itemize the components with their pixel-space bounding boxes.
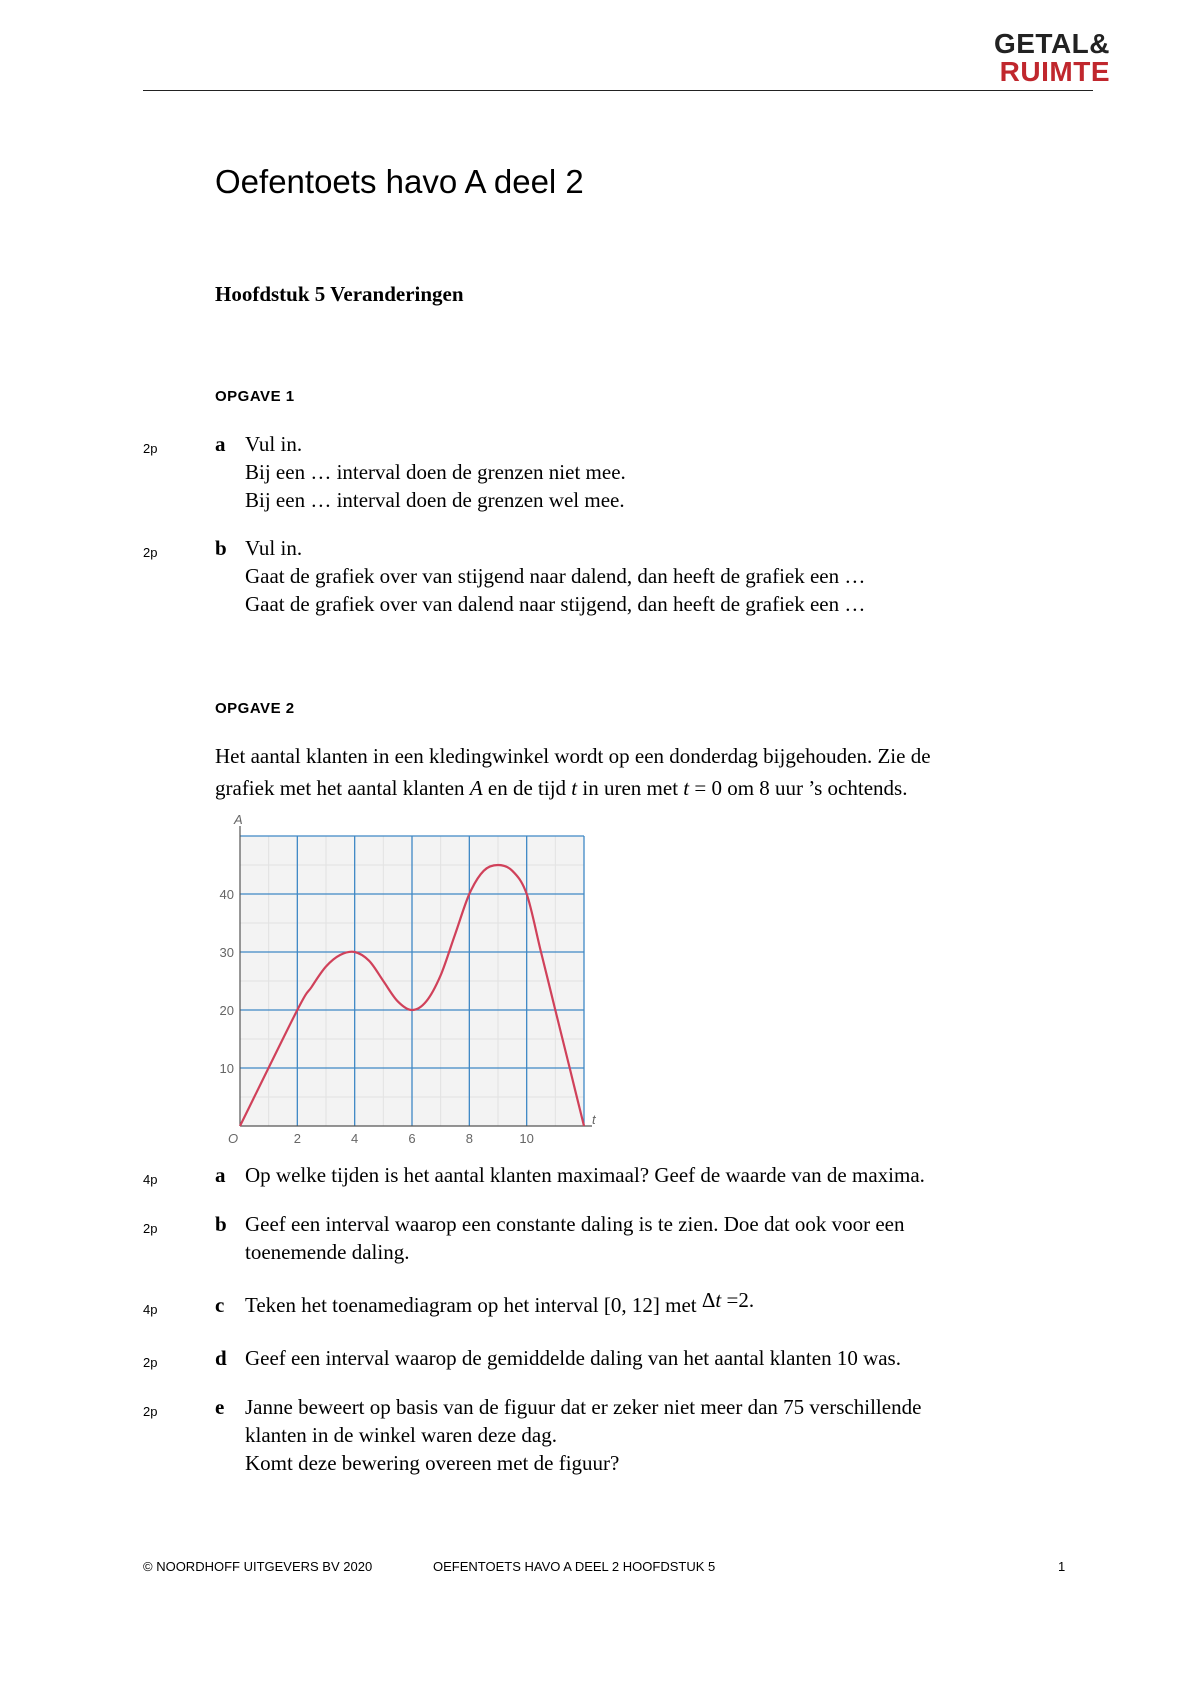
question-points: 2p (143, 1221, 158, 1236)
page-title: Oefentoets havo A deel 2 (215, 163, 584, 200)
question-2c-text (245, 1288, 755, 1319)
header-rule (143, 90, 1093, 91)
question-line: Janne beweert op basis van de figuur dat er zeker niet meer dan 75 verschillende (245, 1395, 922, 1419)
intro-line: Het aantal klanten in een kledingwinkel wordt op een donderdag bijgehouden. Zie de (215, 744, 931, 768)
question-letter: d (215, 1346, 227, 1370)
y-axis-label: A (234, 812, 243, 827)
question-line: Komt deze bewering overeen met de figuur? (245, 1451, 620, 1475)
chapter-heading: Hoofdstuk 5 Veranderingen (215, 282, 464, 306)
question-line: Bij een … interval doen de grenzen niet mee. (245, 460, 626, 484)
intro-text: en de tijd (482, 776, 572, 800)
question-letter: c (215, 1293, 225, 1317)
question-points: 2p (143, 1404, 158, 1419)
variable-t: t (571, 776, 578, 800)
question-1a-text (245, 430, 626, 514)
question-letter: a (215, 432, 226, 456)
question-line: Gaat de grafiek over van dalend naar stijgend, dan heeft de grafiek een … (245, 592, 866, 616)
footer-copyright: © NOORDHOFF UITGEVERS BV 2020 (143, 1559, 373, 1574)
intro-line (215, 772, 931, 804)
customer-count-graph (206, 812, 606, 1157)
question-points: 4p (143, 1172, 158, 1187)
y-tick-label: 40 (219, 887, 234, 902)
question-letter: a (215, 1163, 226, 1187)
question-2a-text (245, 1161, 925, 1189)
x-tick-label: 8 (465, 1131, 473, 1146)
question-letter: e (215, 1395, 225, 1419)
intro-text: = 0 om 8 uur ’s ochtends. (689, 776, 908, 800)
question-line (245, 1288, 755, 1319)
chart-svg (206, 812, 606, 1152)
x-tick-label: 6 (408, 1131, 416, 1146)
logo-line-2: RUIMTE (999, 56, 1110, 87)
footer-page-number: 1 (1058, 1559, 1066, 1574)
getal-ruimte-logo (910, 30, 1110, 86)
question-2d-text (245, 1344, 901, 1372)
question-line: Bij een … interval doen de grenzen wel mee. (245, 488, 625, 512)
x-tick-label: 2 (293, 1131, 301, 1146)
variable-t: t (683, 776, 690, 800)
variable-A: A (469, 776, 483, 800)
intro-text: grafiek met het aantal klanten (215, 776, 470, 800)
question-line: Vul in. (245, 432, 303, 456)
opgave-2-intro (215, 740, 931, 804)
question-text: Teken het toenamediagram op het interval [0, 12] met (245, 1293, 702, 1317)
question-2b-text (245, 1210, 904, 1266)
question-line: Geef een interval waarop een constante daling is te zien. Doe dat ook voor een (245, 1212, 905, 1236)
footer-document-title: OEFENTOETS HAVO A DEEL 2 HOOFDSTUK 5 (433, 1559, 716, 1574)
formula-variable: t (715, 1288, 722, 1312)
question-points: 2p (143, 545, 158, 560)
question-points: 2p (143, 441, 158, 456)
question-line: klanten in de winkel waren deze dag. (245, 1423, 557, 1447)
opgave-2-heading: OPGAVE 2 (215, 700, 295, 717)
opgave-1-heading: OPGAVE 1 (215, 388, 295, 405)
question-1b-text (245, 534, 865, 618)
intro-text: in uren met (577, 776, 684, 800)
formula-rest: =2. (721, 1288, 755, 1312)
x-tick-label: 10 (519, 1131, 534, 1146)
x-axis-label: t (592, 1112, 596, 1127)
y-tick-label: 30 (219, 945, 234, 960)
question-points: 4p (143, 1302, 158, 1317)
question-line: Vul in. (245, 536, 303, 560)
logo-line-1: GETAL& (993, 28, 1110, 59)
x-tick-label: 4 (351, 1131, 359, 1146)
question-points: 2p (143, 1355, 158, 1370)
question-line: Op welke tijden is het aantal klanten maximaal? Geef de waarde van de maxima. (245, 1163, 925, 1187)
question-line: Gaat de grafiek over van stijgend naar dalend, dan heeft de grafiek een … (245, 564, 866, 588)
question-letter: b (215, 536, 227, 560)
formula-delta: Δ (701, 1288, 716, 1312)
question-letter: b (215, 1212, 227, 1236)
question-2e-text (245, 1393, 921, 1477)
origin-label: O (228, 1131, 239, 1146)
delta-t-formula (702, 1288, 754, 1312)
question-line: toenemende daling. (245, 1240, 410, 1264)
y-tick-label: 10 (219, 1061, 234, 1076)
question-line: Geef een interval waarop de gemiddelde daling van het aantal klanten 10 was. (245, 1346, 901, 1370)
y-tick-label: 20 (219, 1003, 234, 1018)
